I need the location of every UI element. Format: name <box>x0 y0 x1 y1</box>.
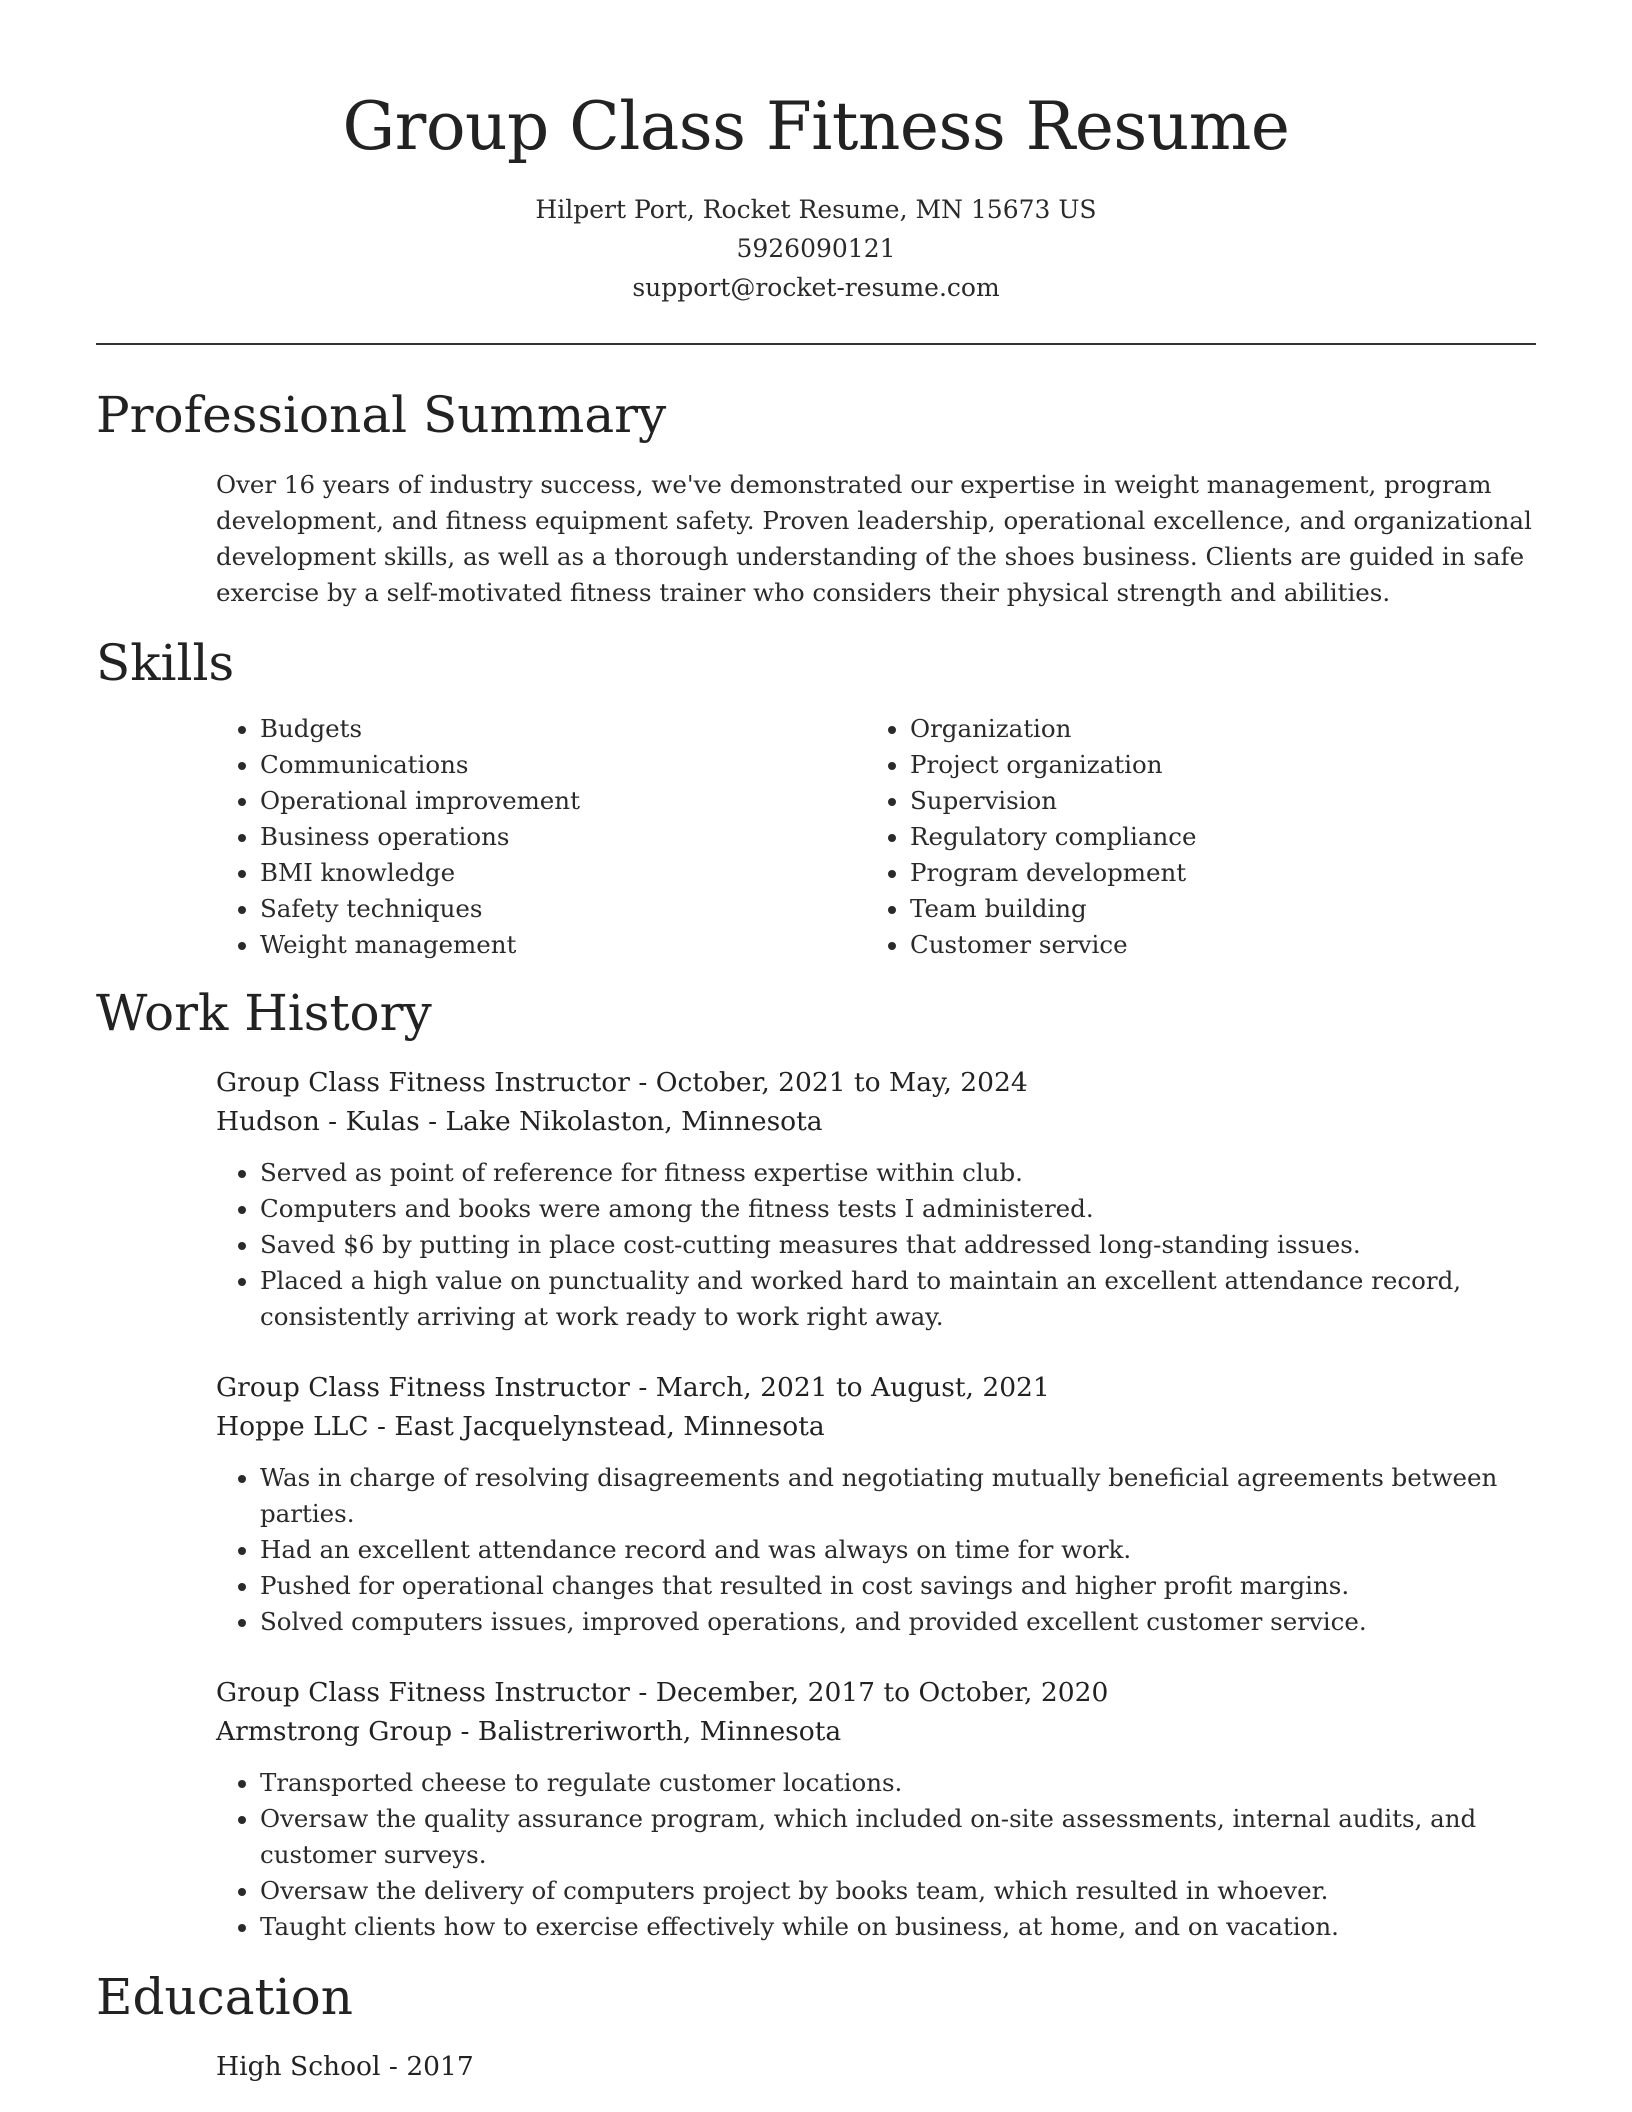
contact-address: Hilpert Port, Rocket Resume, MN 15673 US <box>535 195 1097 224</box>
dash-separator: - <box>452 1716 478 1747</box>
job-bullet: • Taught clients how to exercise effectively while on business, at home, and on vacation. <box>260 1909 1536 1945</box>
job-dates: March, 2021 to August, 2021 <box>655 1372 1050 1403</box>
job-bullet: • Transported cheese to regulate customer locations. <box>260 1765 1536 1801</box>
dash-separator: - <box>368 1411 395 1442</box>
job-location: East Jacquelynstead, Minnesota <box>394 1411 825 1442</box>
education-entry <box>216 2047 1536 2086</box>
job-bullet: • Was in charge of resolving disagreements and negotiating mutually beneficial agreements between parties. <box>260 1460 1536 1532</box>
dash-separator: - <box>629 1067 656 1098</box>
job-bullet: • Had an excellent attendance record and was always on time for work. <box>260 1532 1536 1568</box>
job-company: Hudson - Kulas <box>216 1106 420 1137</box>
skill-item: • Budgets <box>260 711 866 747</box>
summary-heading: Professional Summary <box>96 386 667 444</box>
skill-item: • Business operations <box>260 819 866 855</box>
job-company: Hoppe LLC <box>216 1411 369 1442</box>
job-dates: December, 2017 to October, 2020 <box>655 1677 1109 1708</box>
job-entry <box>216 1063 1536 1335</box>
job-bullet: • Oversaw the delivery of computers project by books team, which resulted in whoever. <box>260 1873 1536 1909</box>
education-degree: High School <box>216 2051 381 2082</box>
job-dates: October, 2021 to May, 2024 <box>655 1067 1028 1098</box>
skills-list <box>216 711 1536 963</box>
education-list <box>216 2047 1536 2086</box>
resume-page <box>96 0 1536 2086</box>
job-entry <box>216 1673 1536 1945</box>
job-bullets <box>216 1155 1536 1335</box>
job-entry <box>216 1368 1536 1640</box>
header-divider <box>96 343 1536 345</box>
job-bullet: • Pushed for operational changes that resulted in cost savings and higher profit margins. <box>260 1568 1536 1604</box>
job-bullet: • Served as point of reference for fitness expertise within club. <box>260 1155 1536 1191</box>
skill-item: • Operational improvement <box>260 783 866 819</box>
skill-item: • Team building <box>910 891 1516 927</box>
education-year: 2017 <box>406 2051 474 2082</box>
skills-column-right <box>866 711 1516 963</box>
job-company-line <box>216 1407 1536 1446</box>
job-bullet: • Saved $6 by putting in place cost-cutting measures that addressed long-standing issues. <box>260 1227 1536 1263</box>
skill-item: • Regulatory compliance <box>910 819 1516 855</box>
job-company: Armstrong Group <box>216 1716 453 1747</box>
work-history-heading: Work History <box>96 984 432 1042</box>
skill-item: • Customer service <box>910 927 1516 963</box>
resume-title: Group Class Fitness Resume <box>342 88 1290 165</box>
dash-separator: - <box>629 1372 656 1403</box>
job-bullets <box>216 1765 1536 1945</box>
skills-column-left <box>216 711 866 963</box>
resume-header <box>96 0 1536 307</box>
skill-item: • Project organization <box>910 747 1516 783</box>
job-title-line <box>216 1368 1536 1407</box>
skill-item: • Program development <box>910 855 1516 891</box>
job-role: Group Class Fitness Instructor <box>216 1372 630 1403</box>
skills-heading: Skills <box>96 634 235 692</box>
education-heading: Education <box>96 1968 353 2026</box>
skill-item: • Organization <box>910 711 1516 747</box>
contact-email: support@rocket-resume.com <box>632 273 1000 302</box>
skill-item: • Weight management <box>260 927 866 963</box>
skill-item: • BMI knowledge <box>260 855 866 891</box>
summary-text: Over 16 years of industry success, we've demonstrated our expertise in weight management, program development, and fitness equipment safety. Proven leadership, operational excellence, and organizational development skills, as well as a thorough understanding of the shoes business. Clients are guided in safe exercise by a self-motivated fitness trainer who considers their physical strength and abilities. <box>216 470 1532 607</box>
contact-phone: 5926090121 <box>736 234 896 263</box>
job-role: Group Class Fitness Instructor <box>216 1677 630 1708</box>
job-location: Balistreriworth, Minnesota <box>477 1716 842 1747</box>
job-company-line <box>216 1102 1536 1141</box>
job-bullet: • Computers and books were among the fitness tests I administered. <box>260 1191 1536 1227</box>
job-bullet: • Oversaw the quality assurance program, which included on-site assessments, internal audits, and customer surveys. <box>260 1801 1536 1873</box>
skill-item: • Safety techniques <box>260 891 866 927</box>
dash-separator: - <box>629 1677 656 1708</box>
job-role: Group Class Fitness Instructor <box>216 1067 630 1098</box>
contact-block <box>96 190 1536 307</box>
dash-separator: - <box>419 1106 446 1137</box>
job-bullet: • Solved computers issues, improved operations, and provided excellent customer service. <box>260 1604 1536 1640</box>
skill-item: • Communications <box>260 747 866 783</box>
dash-separator: - <box>380 2051 407 2082</box>
job-location: Lake Nikolaston, Minnesota <box>445 1106 823 1137</box>
job-company-line <box>216 1712 1536 1751</box>
job-title-line <box>216 1673 1536 1712</box>
work-history-list <box>216 1063 1536 1945</box>
job-bullet: • Placed a high value on punctuality and worked hard to maintain an excellent attendance record, consistently arriving at work ready to work right away. <box>260 1263 1536 1335</box>
skill-item: • Supervision <box>910 783 1516 819</box>
job-bullets <box>216 1460 1536 1640</box>
job-title-line <box>216 1063 1536 1102</box>
